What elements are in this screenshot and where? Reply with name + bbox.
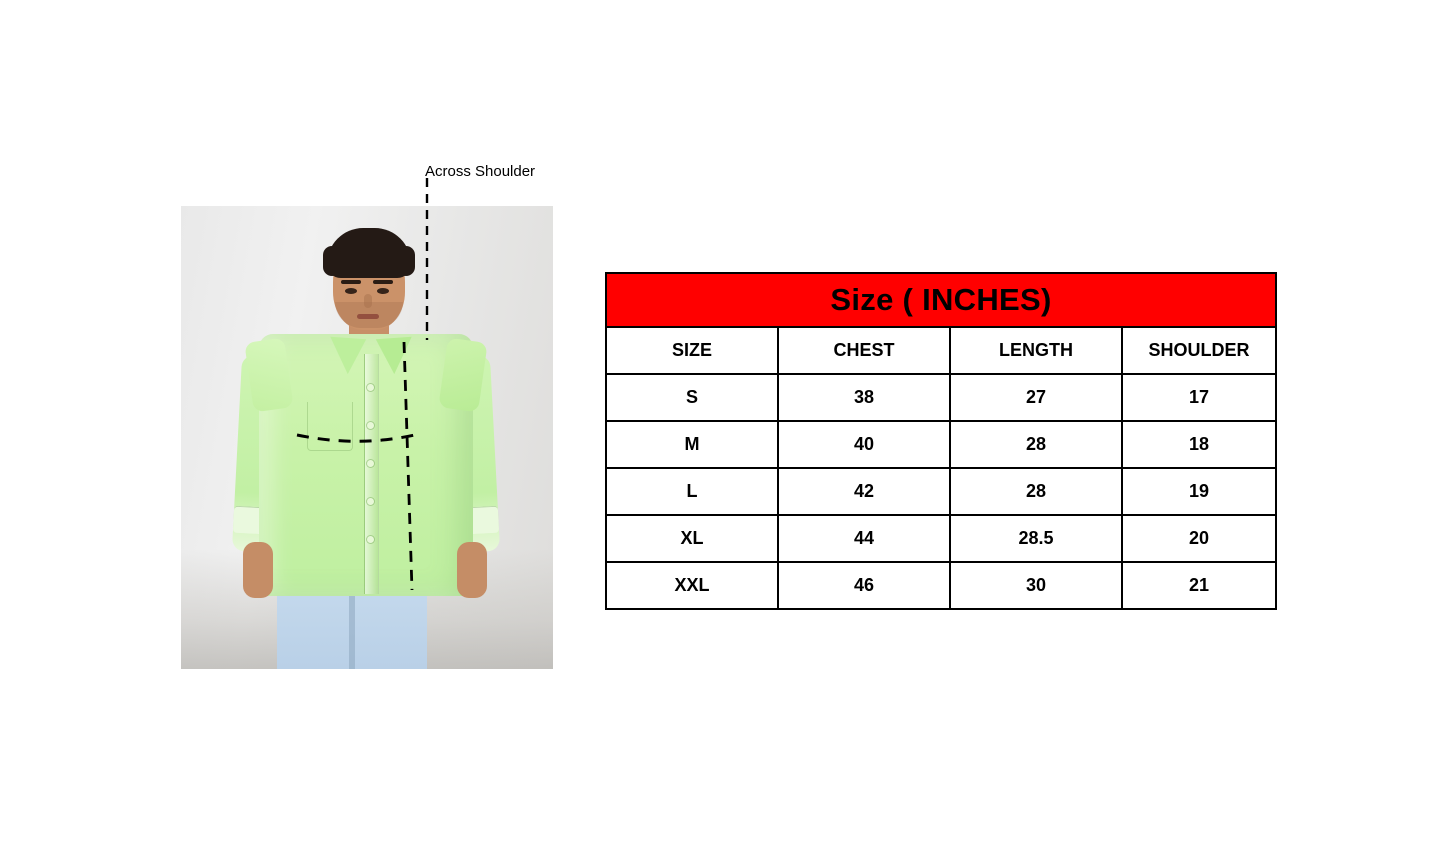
size-chart-header-row <box>606 327 1276 374</box>
hand-left <box>243 542 273 598</box>
shirt-collar-left <box>328 337 366 375</box>
cell-chest: 46 <box>778 562 950 609</box>
shirt-collar-right <box>376 337 414 375</box>
cell-shoulder: 17 <box>1122 374 1276 421</box>
mouth <box>357 314 379 319</box>
across-shoulder-label: Across Shoulder <box>425 163 536 180</box>
cell-length: 28 <box>950 421 1122 468</box>
column-header-size: SIZE <box>606 327 778 374</box>
eye-left <box>345 288 357 294</box>
size-chart <box>605 272 1275 610</box>
cell-length: 27 <box>950 374 1122 421</box>
eyebrow-right <box>373 280 393 284</box>
cell-chest: 40 <box>778 421 950 468</box>
cell-length: 30 <box>950 562 1122 609</box>
shirt-pocket <box>307 402 353 451</box>
cell-shoulder: 21 <box>1122 562 1276 609</box>
product-photo <box>181 206 553 669</box>
nose <box>364 294 372 308</box>
cell-shoulder: 19 <box>1122 468 1276 515</box>
shirt-button <box>367 384 374 391</box>
cell-shoulder: 20 <box>1122 515 1276 562</box>
cell-length: 28 <box>950 468 1122 515</box>
eyebrow-left <box>341 280 361 284</box>
table-row <box>606 562 1276 609</box>
shirt-button <box>367 422 374 429</box>
cell-chest: 42 <box>778 468 950 515</box>
cell-size: M <box>606 421 778 468</box>
cell-size: S <box>606 374 778 421</box>
size-chart-title: Size ( INCHES) <box>606 273 1276 327</box>
hand-right <box>457 542 487 598</box>
column-header-shoulder: SHOULDER <box>1122 327 1276 374</box>
column-header-chest: CHEST <box>778 327 950 374</box>
cell-chest: 44 <box>778 515 950 562</box>
size-chart-table <box>605 272 1277 610</box>
eye-right <box>377 288 389 294</box>
cell-shoulder: 18 <box>1122 421 1276 468</box>
cell-length: 28.5 <box>950 515 1122 562</box>
shirt-button <box>367 536 374 543</box>
model-figure <box>181 206 553 669</box>
table-row <box>606 515 1276 562</box>
table-row <box>606 374 1276 421</box>
shirt-button <box>367 460 374 467</box>
shirt-button <box>367 498 374 505</box>
cell-size: XXL <box>606 562 778 609</box>
table-row <box>606 468 1276 515</box>
size-chart-title-row <box>606 273 1276 327</box>
cell-size: XL <box>606 515 778 562</box>
column-header-length: LENGTH <box>950 327 1122 374</box>
cell-size: L <box>606 468 778 515</box>
table-row <box>606 421 1276 468</box>
hair <box>327 228 411 278</box>
cell-chest: 38 <box>778 374 950 421</box>
